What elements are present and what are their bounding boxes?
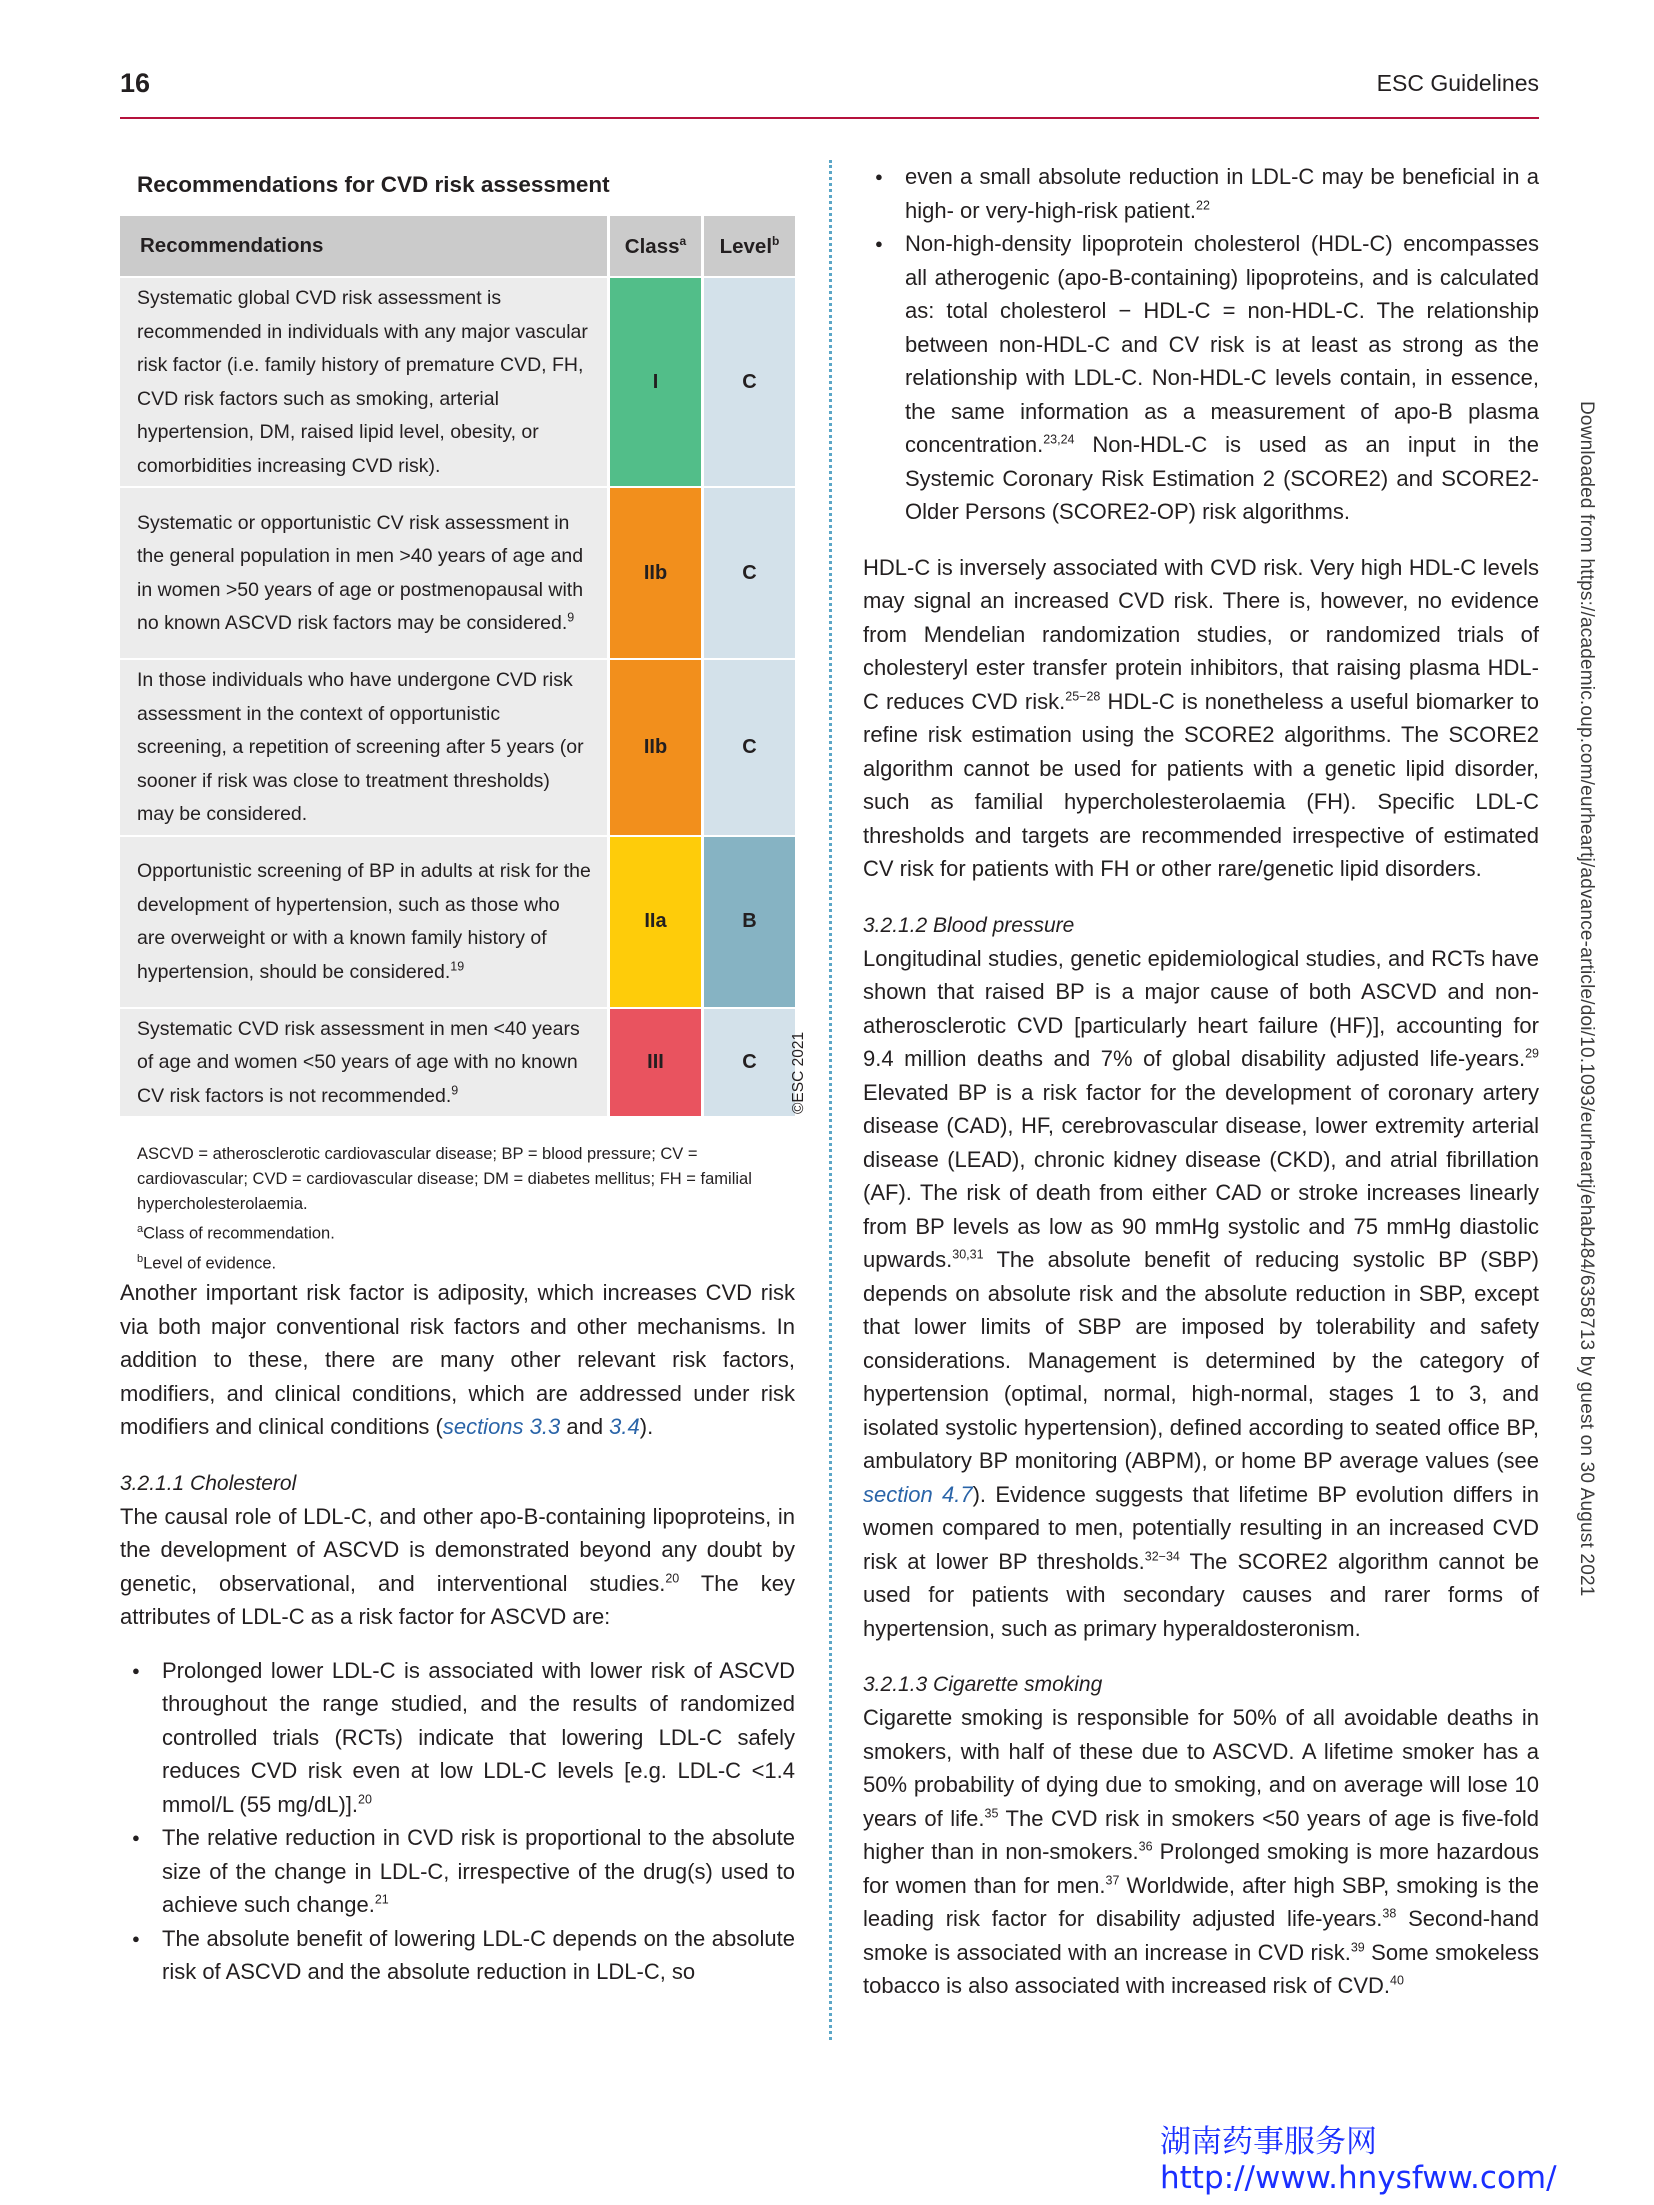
table-row <box>120 1009 795 1117</box>
class-badge: IIb <box>607 488 701 658</box>
footnote-a: $^a$Class of recommendation. <box>137 1223 335 1243</box>
list-item: ● Prolonged lower LDL-C is associated with lower risk of ASCVD throughout the range studied, and the results of randomized controlled trials (RCTs) indicate that lowering LDL-C safely reduces CVD risk even at low LDL-C levels [e.g. LDL-C <1.4 mmol/L (55 mg/dL)].$^{20}$ <box>120 1654 795 1822</box>
intro-paragraph: Another important risk factor is adiposity, which increases CVD risk via both major conventional risk factors and other mechanisms. In addition to these, there are many other relevant risk factors, modifiers, and clinical conditions, which are addressed under risk modifiers and clinical conditions (sections 3.3 and 3.4). <box>120 1280 795 1439</box>
recommendation-text: In those individuals who have undergone CVD risk assessment in the context of opportunistic screening, a repetition of screening after 5 years (or sooner if risk was close to treatment thresholds) may be considered. <box>120 660 607 835</box>
list-item: ● The relative reduction in CVD risk is proportional to the absolute size of the change in LDL-C, irrespective of the drug(s) used to achieve such change.$^{21}$ <box>120 1821 795 1922</box>
level-badge: C <box>701 488 795 658</box>
section-link-3-4[interactable]: 3.4 <box>609 1414 640 1439</box>
cholesterol-paragraph: The causal role of LDL-C, and other apo-B-containing lipoproteins, in the development of ASCVD is demonstrated beyond any doubt by genetic, observational, and interventional studies.$^{20}$ The key attributes of LDL-C as a risk factor for ASCVD are: <box>120 1503 795 1629</box>
recommendation-text: Opportunistic screening of BP in adults at risk for the development of hypertension, such as those who are overweight or with a known family history of hypertension, should be considered.$^{19}$ <box>120 837 607 1007</box>
page-number: 16 <box>120 68 151 98</box>
table-footnotes <box>137 1142 795 1276</box>
download-note: Downloaded from https://academic.oup.com/eurheartj/advance-article/doi/10.1093/eurheartj/ehab484/6358713 by guest on 30 August 2021 <box>1576 401 1597 1597</box>
smoking-heading: 3.2.1.3 Cigarette smoking <box>863 1673 1103 1696</box>
table-header-row <box>120 216 795 276</box>
hdl-paragraph: HDL-C is inversely associated with CVD risk. Very high HDL-C levels may signal an increased CVD risk. There is, however, no evidence from Mendelian randomization studies, or randomized trials of cholesteryl ester transfer protein inhibitors, that raising plasma HDL-C reduces CVD risk.$^{25-28}$ HDL-C is nonetheless a useful biomarker to refine risk estimation using the SCORE2 algorithms. The SCORE2 algorithm cannot be used for patients with a genetic lipid disorder, such as familial hypercholesterolaemia (FH). Specific LDL-C thresholds and targets are recommended irrespective of estimated CV risk for patients with FH or other rare/genetic lipid disorders. <box>863 554 1539 881</box>
recommendation-text: Systematic CVD risk assessment in men <40 years of age and women <50 years of age with no known CV risk factors is not recommended.$^9$ <box>120 1009 607 1117</box>
ldl-attributes-list-continued <box>863 160 1539 227</box>
cholesterol-heading: 3.2.1.1 Cholesterol <box>120 1471 297 1495</box>
section-link-3-3[interactable]: sections 3.3 <box>442 1414 561 1439</box>
level-badge: B <box>701 837 795 1007</box>
right-column <box>863 160 1539 2003</box>
header-level: Level$^b$ <box>701 216 795 276</box>
level-badge: C <box>701 660 795 835</box>
column-divider <box>829 160 832 2040</box>
smoking-paragraph: Cigarette smoking is responsible for 50% of all avoidable deaths in smokers, with half of these due to ASCVD. A lifetime smoker has a 50% probability of dying due to smoking, and on average will lose 10 years of life.$^{35}$ The CVD risk in smokers <50 years of age is five-fold higher than in non-smokers.$^{36}$ Prolonged smoking is more hazardous for women than for men.$^{37}$ Worldwide, after high SBP, smoking is the leading risk factor for disability adjusted life-years.$^{38}$ Second-hand smoke is associated with an increase in CVD risk.$^{39}$ Some smokeless tobacco is also associated with increased risk of CVD.$^{40}$ <box>863 1705 1540 1998</box>
blood-pressure-paragraph: Longitudinal studies, genetic epidemiological studies, and RCTs have shown that raised BP is a major cause of both ASCVD and non-atherosclerotic CVD [particularly heart failure (HF)], accounting for 9.4 million deaths and 7% of global disability adjusted life-years.$^{29}$ Elevated BP is a risk factor for the development of coronary artery disease (CAD), HF, cerebrovascular disease, lower extremity arterial disease (LEAD), chronic kidney disease (CKD), and atrial fibrillation (AF). The risk of death from either CAD or stroke increases linearly from BP levels as low as 90 mmHg systolic and 75 mmHg diastolic upwards.$^{30,31}$ The absolute benefit of reducing systolic BP (SBP) depends on absolute risk and the absolute reduction in SBP, except that lower limits of SBP are imposed by tolerability and safety considerations. Management is determined by the category of hypertension (optimal, normal, high-normal, stages 1 to 3, and isolated systolic hypertension), defined according to seated office BP, ambulatory BP monitoring (ABPM), or home BP average values (see section 4.7). Evidence suggests that lifetime BP evolution differs in women compared to men, potentially resulting in an increased CVD risk at lower BP thresholds.$^{32-34}$ The SCORE2 algorithm cannot be used for patients with secondary causes and rarer forms of hypertension, such as primary hyperaldosteronism. <box>863 945 1539 1641</box>
recommendation-text: Systematic global CVD risk assessment is recommended in individuals with any major vascular risk factor (i.e. family history of premature CVD, FH, CVD risk factors such as smoking, arterial hypertension, DM, raised lipid level, obesity, or comorbidities increasing CVD risk). <box>120 278 607 486</box>
class-badge: IIb <box>607 660 701 835</box>
site-watermark-title: 湖南药事服务网 <box>1160 2124 1377 2160</box>
class-badge: III <box>607 1009 701 1117</box>
blood-pressure-heading: 3.2.1.2 Blood pressure <box>863 913 1075 937</box>
header-recommendations: Recommendations <box>120 216 607 276</box>
recommendation-text: Systematic or opportunistic CV risk assessment in the general population in men >40 years of age and in women >50 years of age or postmenopausal with no known ASCVD risk factors may be considered.$^9$ <box>120 488 607 658</box>
list-item: ● The absolute benefit of lowering LDL-C depends on the absolute risk of ASCVD and the absolute reduction in LDL-C, so <box>120 1922 795 1989</box>
esc-copyright: ©ESC 2021 <box>790 1031 807 1114</box>
level-badge: C <box>701 1009 795 1117</box>
header-class: Class$^a$ <box>607 216 701 276</box>
list-item-continued: ● even a small absolute reduction in LDL-C may be beneficial in a high- or very-high-risk patient.$^{22}$ <box>863 160 1539 227</box>
class-badge: I <box>607 278 701 486</box>
level-badge: C <box>701 278 795 486</box>
left-column <box>120 160 795 1989</box>
section-link-4-7[interactable]: section 4.7 <box>863 1481 973 1507</box>
header-rule <box>120 117 1539 119</box>
abbreviations-note: ASCVD = atherosclerotic cardiovascular disease; BP = blood pressure; CV = cardiovascular; CVD = cardiovascular disease; DM = diabetes mellitus; FH = familial hypercholesterolaemia. <box>137 1145 752 1213</box>
non-hdl-list <box>863 227 1539 529</box>
recommendations-table <box>120 214 795 1118</box>
footnote-b: $^b$Level of evidence. <box>137 1252 277 1272</box>
class-badge: IIa <box>607 837 701 1007</box>
table-row <box>120 278 795 486</box>
list-item: ● Non-high-density lipoprotein cholesterol (HDL-C) encompasses all atherogenic (apo-B-containing) lipoproteins, and is calculated as: total cholesterol − HDL-C = non-HDL-C. The relationship between non-HDL-C and CV risk is at least as strong as the relationship with LDL-C. Non-HDL-C levels contain, in essence, the same information as a measurement of apo-B plasma concentration.$^{23,24}$ Non-HDL-C is used as an input in the Systemic Coronary Risk Estimation 2 (SCORE2) and SCORE2-Older Persons (SCORE2-OP) risk algorithms. <box>863 227 1539 529</box>
site-watermark-url[interactable]: http://www.hnysfww.com/ <box>1160 2160 1557 2196</box>
running-head: ESC Guidelines <box>1376 70 1539 96</box>
ldl-attributes-list <box>120 1654 795 1989</box>
table-row <box>120 837 795 1007</box>
table-row <box>120 488 795 658</box>
table-title: Recommendations for CVD risk assessment <box>137 172 610 197</box>
table-row <box>120 660 795 835</box>
